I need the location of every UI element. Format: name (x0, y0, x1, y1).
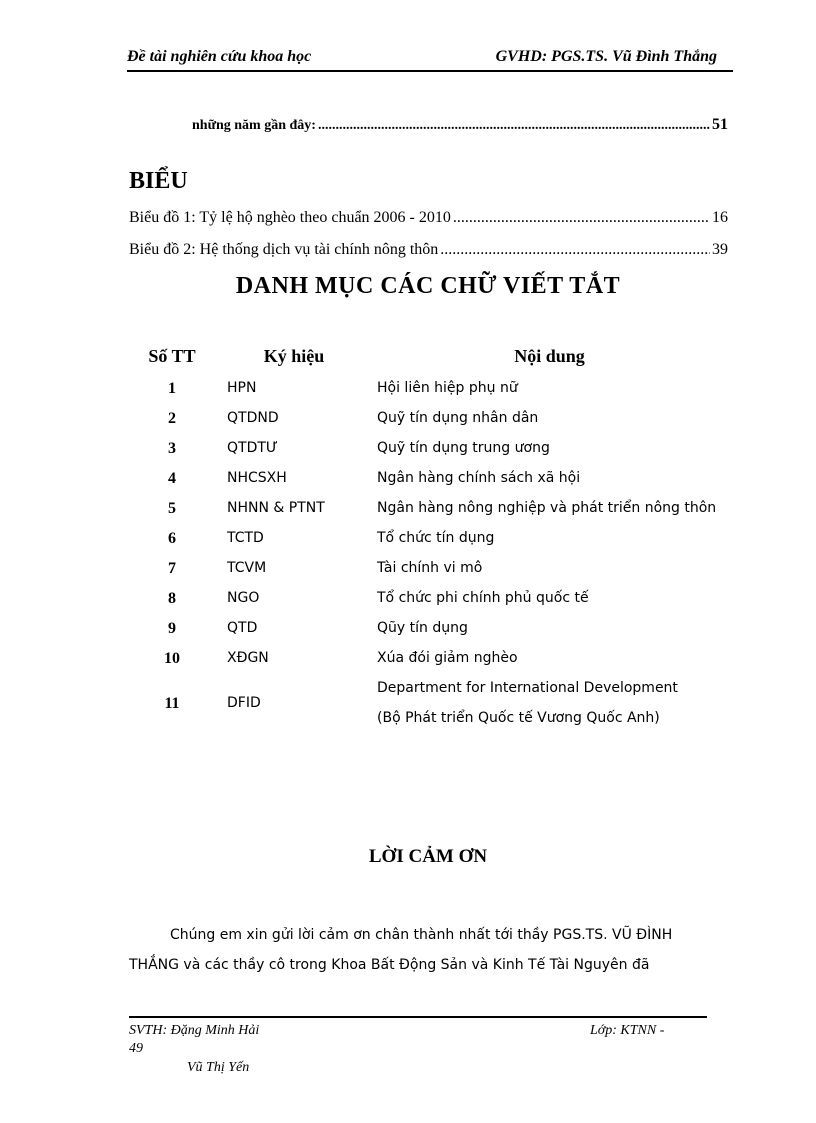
table-row (129, 380, 729, 410)
row-symbol: XĐGN (227, 650, 269, 666)
table-row (129, 620, 729, 650)
table-row (129, 530, 729, 560)
table-row (129, 560, 729, 590)
toc-chart-entry (129, 241, 728, 259)
table-row (129, 470, 729, 500)
header-topic: Đề tài nghiên cứu khoa học (127, 48, 312, 65)
row-number: 3 (168, 440, 176, 457)
table-row (129, 590, 729, 620)
row-content: Tổ chức tín dụng (377, 530, 495, 546)
toc-leader-dots (453, 209, 710, 227)
toc-continuation-line (192, 116, 728, 134)
footer-student-2: Vũ Thị Yến (187, 1060, 250, 1075)
thanks-title: LỜI CẢM ƠN (368, 846, 488, 867)
footer-class: Lớp: KTNN - (590, 1023, 665, 1038)
row-number: 10 (164, 650, 180, 667)
row-symbol: HPN (227, 380, 257, 396)
row-content: Hội liên hiệp phụ nữ (377, 380, 518, 396)
header-supervisor: GVHD: PGS.TS. Vũ Đình Thắng (495, 48, 717, 65)
table-row (129, 680, 729, 740)
row-symbol: NHCSXH (227, 470, 287, 486)
thanks-line: Chúng em xin gửi lời cảm ơn chân thành nhất tới thầy PGS.TS. VŨ ĐÌNH (170, 927, 673, 943)
row-symbol: QTDND (227, 410, 279, 426)
row-number: 7 (168, 560, 176, 577)
row-content: Tổ chức phi chính phủ quốc tế (377, 590, 589, 606)
row-content: Quỹ tín dụng nhân dân (377, 410, 539, 426)
row-symbol: QTDTƯ (227, 440, 278, 456)
row-symbol: TCTD (227, 530, 264, 546)
toc-chart-page: 39 (712, 241, 728, 258)
row-content: Department for International Development (377, 680, 678, 696)
column-header-content: Nội dung (514, 346, 585, 366)
row-symbol: QTD (227, 620, 258, 636)
table-row (129, 410, 729, 440)
table-row (129, 440, 729, 470)
footer-divider (129, 1016, 707, 1018)
row-number: 11 (164, 695, 180, 712)
row-content: Xúa đói giảm nghèo (377, 650, 518, 666)
row-content: Ngân hàng chính sách xã hội (377, 470, 581, 486)
row-number: 2 (168, 410, 176, 427)
column-header-symbol: Ký hiệu (263, 346, 325, 366)
toc-chart-text: Biểu đồ 1: Tỷ lệ hộ nghèo theo chuẩn 2006 - 2010 (129, 209, 451, 226)
row-number: 8 (168, 590, 176, 607)
thanks-line: THẮNG và các thầy cô trong Khoa Bất Động Sản và Kinh Tế Tài Nguyên đã (129, 957, 650, 973)
toc-chart-text: Biểu đồ 2: Hệ thống dịch vụ tài chính nông thôn (129, 241, 439, 258)
abbreviations-title: DANH MỤC CÁC CHỮ VIẾT TẮT (235, 273, 621, 299)
toc-leader-dots (440, 241, 710, 259)
row-symbol: NGO (227, 590, 260, 606)
footer-student: SVTH: Đặng Minh Hải (129, 1023, 260, 1038)
row-number: 1 (168, 380, 176, 397)
page-header (127, 48, 733, 72)
footer-class-number: 49 (129, 1041, 143, 1056)
thanks-paragraph (129, 920, 728, 980)
row-content: Quỹ tín dụng trung ương (377, 440, 550, 456)
row-content: Qũy tín dụng (377, 620, 468, 636)
toc-leader-dots (318, 118, 710, 134)
row-symbol: DFID (227, 695, 261, 711)
table-header-row (129, 346, 729, 376)
row-symbol: TCVM (227, 560, 267, 576)
charts-section-heading: BIỂU (129, 168, 188, 194)
row-number: 4 (168, 470, 176, 487)
row-content-line2: (Bộ Phát triển Quốc tế Vương Quốc Anh) (377, 710, 660, 726)
row-content: Ngân hàng nông nghiệp và phát triển nông thôn (377, 500, 717, 516)
toc-continuation-page: 51 (712, 116, 728, 133)
row-number: 9 (168, 620, 176, 637)
table-row (129, 500, 729, 530)
toc-chart-page: 16 (712, 209, 728, 226)
row-number: 5 (168, 500, 176, 517)
row-symbol: NHNN & PTNT (227, 500, 325, 516)
toc-continuation-text: những năm gần đây: (192, 118, 316, 133)
table-row (129, 650, 729, 680)
row-number: 6 (168, 530, 176, 547)
row-content: Tài chính vi mô (377, 560, 483, 576)
toc-chart-entry (129, 209, 728, 227)
column-header-no: Số TT (148, 346, 196, 366)
